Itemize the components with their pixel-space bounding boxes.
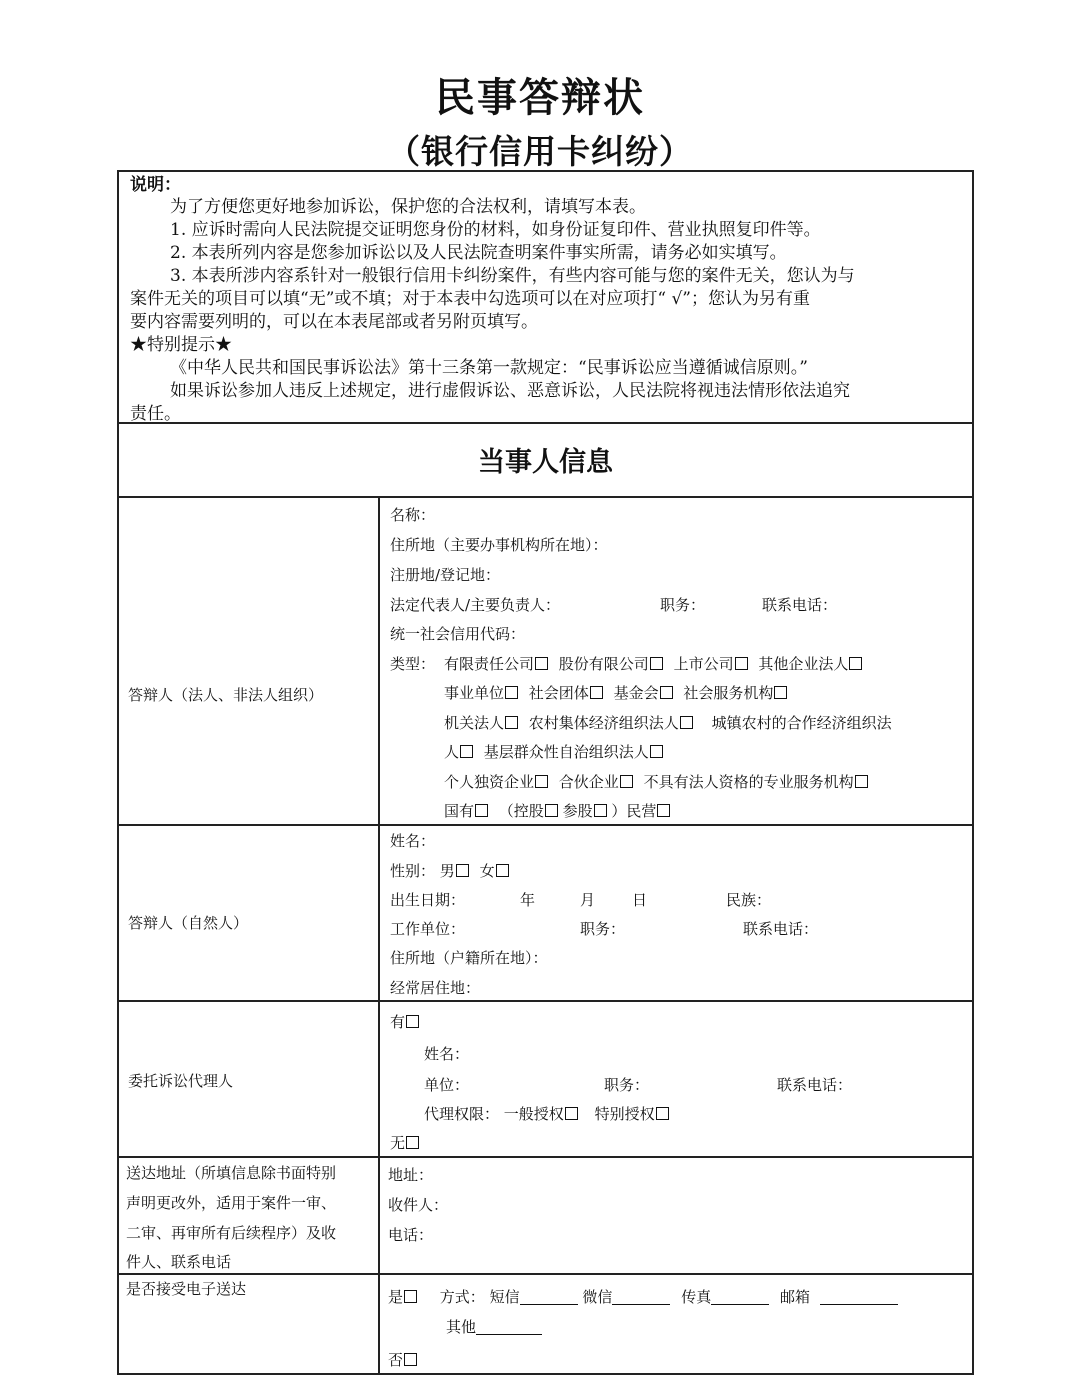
checkbox-icon[interactable] xyxy=(656,1107,669,1120)
service-address-field[interactable]: 地址： xyxy=(388,1166,434,1184)
birth-year: 年 xyxy=(520,891,536,909)
person-position-field[interactable]: 职务： xyxy=(580,920,626,938)
checkbox-icon[interactable] xyxy=(545,804,558,817)
checkbox-icon[interactable] xyxy=(535,775,548,788)
document-title: 民事答辩状 xyxy=(435,75,645,121)
person-address-field[interactable]: 住所地（户籍所在地）： xyxy=(390,949,548,967)
wechat-blank[interactable] xyxy=(612,1289,670,1305)
notes-line: 案件无关的项目可以填“无”或不填；对于本表中勾选项可以在对应项打“ √”；您认为另有重 xyxy=(130,289,810,309)
type-option[interactable]: 农村集体经济组织法人 xyxy=(529,714,693,732)
divider-notes xyxy=(117,422,974,424)
service-label-line: 声明更改外，适用于案件一审、 xyxy=(126,1194,337,1212)
birth-label[interactable]: 出生日期： xyxy=(390,891,466,909)
checkbox-icon[interactable] xyxy=(594,804,607,817)
org-type-row xyxy=(444,682,787,704)
type-option[interactable]: 基金会 xyxy=(614,684,673,702)
divider-section-title xyxy=(117,496,974,498)
document-subtitle: （银行信用卡纠纷） xyxy=(387,132,693,171)
checkbox-icon[interactable] xyxy=(460,745,473,758)
notes-heading: 说明： xyxy=(130,175,181,195)
gender-female[interactable]: 女 xyxy=(480,862,509,880)
agent-label: 委托诉讼代理人 xyxy=(128,1072,234,1090)
work-field[interactable]: 工作单位： xyxy=(390,920,466,938)
org-registered-field[interactable]: 注册地/登记地： xyxy=(390,566,501,584)
ethnic-field[interactable]: 民族： xyxy=(726,891,772,909)
type-option[interactable]: 个人独资企业 xyxy=(444,773,548,791)
type-option[interactable]: 不具有法人资格的专业服务机构 xyxy=(644,773,868,791)
checkbox-icon[interactable] xyxy=(404,1353,417,1366)
checkbox-icon[interactable] xyxy=(496,864,509,877)
agent-no-option[interactable]: 无 xyxy=(390,1132,419,1154)
type-option[interactable]: 人 xyxy=(444,743,473,761)
service-label-line: 二审、再审所有后续程序）及收 xyxy=(126,1224,337,1242)
section-title: 当事人信息 xyxy=(478,447,613,478)
checkbox-icon[interactable] xyxy=(657,804,670,817)
checkbox-icon[interactable] xyxy=(650,745,663,758)
type-option[interactable]: 上市公司 xyxy=(674,655,748,673)
notes-line: 2. 本表所列内容是您参加诉讼以及人民法院查明案件事实所需，请务必如实填写。 xyxy=(170,243,787,263)
divider-person xyxy=(117,1000,974,1002)
org-type-row xyxy=(444,653,862,675)
type-option[interactable]: 社会服务机构 xyxy=(683,684,787,702)
checkbox-icon[interactable] xyxy=(590,686,603,699)
auth-general-option[interactable]: 一般授权 xyxy=(504,1105,578,1123)
org-position-field[interactable]: 职务： xyxy=(660,596,706,614)
notes-line: 3. 本表所涉内容系针对一般银行信用卡纠纷案件，有些内容可能与您的案件无关，您认为与 xyxy=(170,266,855,286)
agent-unit-field[interactable]: 单位： xyxy=(424,1076,470,1094)
org-phone-field[interactable]: 联系电话： xyxy=(762,596,838,614)
checkbox-icon[interactable] xyxy=(505,686,518,699)
org-type-row xyxy=(444,741,663,763)
birth-day: 日 xyxy=(632,891,648,909)
column-divider xyxy=(378,496,380,1375)
type-option[interactable]: 其他企业法人 xyxy=(758,655,862,673)
gender-male[interactable]: 男 xyxy=(440,862,469,880)
checkbox-icon[interactable] xyxy=(406,1136,419,1149)
org-defendant-label: 答辩人（法人、非法人组织） xyxy=(128,686,324,704)
auth-special-option[interactable]: 特别授权 xyxy=(595,1105,669,1123)
ownership-row xyxy=(444,800,670,822)
agent-phone-field[interactable]: 联系电话： xyxy=(777,1076,853,1094)
birth-month: 月 xyxy=(580,891,596,909)
divider-service xyxy=(117,1273,974,1275)
service-label-line: 送达地址（所填信息除书面特别 xyxy=(126,1164,337,1182)
person-residence-field[interactable]: 经常居住地： xyxy=(390,979,481,997)
agent-yes-option[interactable]: 有 xyxy=(390,1011,419,1033)
divider-org xyxy=(117,824,974,826)
special-line: 如果诉讼参加人违反上述规定，进行虚假诉讼、恶意诉讼，人民法院将视违法情形依法追究 xyxy=(170,381,850,401)
fax-blank[interactable] xyxy=(711,1289,769,1305)
electronic-yes-option[interactable]: 是 xyxy=(388,1288,417,1306)
ownership-controlled[interactable]: （控股 xyxy=(499,802,558,820)
checkbox-icon[interactable] xyxy=(620,775,633,788)
type-option-text: 城镇农村的合作经济组织法 xyxy=(711,714,892,732)
electronic-label: 是否接受电子送达 xyxy=(126,1280,247,1298)
type-option[interactable]: 社会团体 xyxy=(529,684,603,702)
ownership-participating[interactable]: 参股 xyxy=(563,802,607,820)
org-credit-code-field[interactable]: 统一社会信用代码： xyxy=(390,625,526,643)
notes-line: 1. 应诉时需向人民法院提交证明您身份的材料，如身份证复印件、营业执照复印件等。 xyxy=(170,220,821,240)
org-type-label: 类型： xyxy=(390,655,436,673)
special-heading: ★特别提示★ xyxy=(130,335,232,355)
checkbox-icon[interactable] xyxy=(535,657,548,670)
checkbox-icon[interactable] xyxy=(849,657,862,670)
person-gender-field: 性别： 男 女 xyxy=(390,860,509,882)
type-option[interactable]: 有限责任公司 xyxy=(444,655,548,673)
special-line: 责任。 xyxy=(130,404,181,424)
person-phone-field[interactable]: 联系电话： xyxy=(743,920,819,938)
special-line: 《中华人民共和国民事诉讼法》第十三条第一款规定：“民事诉讼应当遵循诚信原则。” xyxy=(170,358,808,378)
agent-position-field[interactable]: 职务： xyxy=(604,1076,650,1094)
checkbox-icon[interactable] xyxy=(660,686,673,699)
org-name-field[interactable]: 名称： xyxy=(390,506,436,524)
electronic-other-row: 其他 xyxy=(446,1316,542,1338)
org-type-row xyxy=(444,712,892,734)
type-option[interactable]: 机关法人 xyxy=(444,714,518,732)
electronic-row: 是 方式： 短信 微信 传真 邮箱 xyxy=(388,1286,898,1308)
type-option[interactable]: 事业单位 xyxy=(444,684,518,702)
org-rep-field[interactable]: 法定代表人/主要负责人： xyxy=(390,596,561,614)
checkbox-icon[interactable] xyxy=(735,657,748,670)
checkbox-icon[interactable] xyxy=(456,864,469,877)
sms-blank[interactable] xyxy=(520,1289,578,1305)
checkbox-icon[interactable] xyxy=(406,1015,419,1028)
type-option[interactable]: 股份有限公司 xyxy=(559,655,663,673)
checkbox-icon[interactable] xyxy=(774,686,787,699)
checkbox-icon[interactable] xyxy=(404,1290,417,1303)
divider-agent xyxy=(117,1156,974,1158)
checkbox-icon[interactable] xyxy=(475,804,488,817)
checkbox-icon[interactable] xyxy=(680,716,693,729)
type-option[interactable]: 基层群众性自治组织法人 xyxy=(484,743,663,761)
email-blank[interactable] xyxy=(820,1289,898,1305)
ownership-private[interactable]: ）民营 xyxy=(611,802,670,820)
notes-line: 要内容需要列明的，可以在本表尾部或者另附页填写。 xyxy=(130,312,538,332)
other-blank[interactable] xyxy=(476,1319,542,1335)
agent-auth-row: 代理权限： 一般授权 特别授权 xyxy=(424,1103,669,1125)
electronic-no-option[interactable]: 否 xyxy=(388,1349,417,1371)
service-recipient-field[interactable]: 收件人： xyxy=(388,1196,449,1214)
checkbox-icon[interactable] xyxy=(565,1107,578,1120)
notes-line: 为了方便您更好地参加诉讼，保护您的合法权利，请填写本表。 xyxy=(170,197,646,217)
person-name-field[interactable]: 姓名： xyxy=(390,832,436,850)
service-phone-field[interactable]: 电话： xyxy=(388,1226,434,1244)
service-label-line: 件人、联系电话 xyxy=(126,1253,232,1271)
checkbox-icon[interactable] xyxy=(650,657,663,670)
org-type-row xyxy=(444,771,868,793)
agent-name-field[interactable]: 姓名： xyxy=(424,1045,470,1063)
type-option[interactable]: 合伙企业 xyxy=(559,773,633,791)
checkbox-icon[interactable] xyxy=(855,775,868,788)
org-address-field[interactable]: 住所地（主要办事机构所在地）： xyxy=(390,536,608,554)
person-defendant-label: 答辩人（自然人） xyxy=(128,914,249,932)
ownership-state[interactable]: 国有 xyxy=(444,802,488,820)
checkbox-icon[interactable] xyxy=(505,716,518,729)
